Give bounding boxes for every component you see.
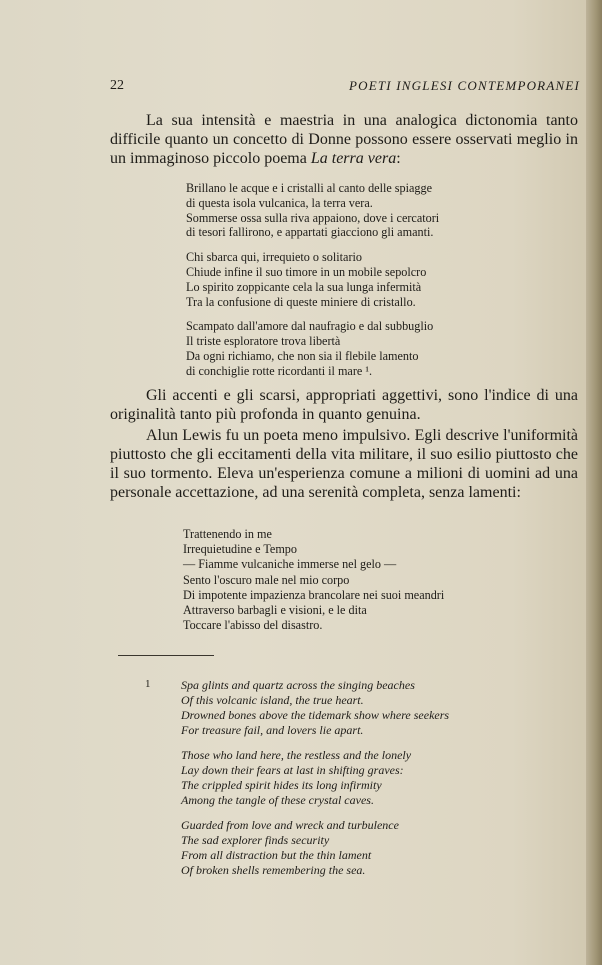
poem1-stanza-2 bbox=[186, 250, 439, 309]
poem-line: Lo spirito zoppicante cela la sua lunga infermità bbox=[186, 279, 422, 294]
poem1-stanza-3 bbox=[186, 319, 439, 378]
body-paragraphs bbox=[110, 386, 578, 502]
poem-line: — Fiamme vulcaniche immerse nel gelo — bbox=[183, 557, 397, 572]
poem-italian-1 bbox=[186, 181, 439, 389]
intro-paragraph bbox=[110, 111, 578, 168]
footnote-stanza-2 bbox=[181, 748, 449, 808]
page-number: 22 bbox=[110, 78, 124, 93]
footnote-english-poem bbox=[181, 678, 449, 888]
footnote-line: Lay down their fears at last in shifting graves: bbox=[181, 763, 404, 777]
paragraph-accenti: Gli accenti e gli scarsi, appropriati aggettivi, sono l'indice di una originalità tanto più profonda in quanto genuina. bbox=[110, 387, 578, 423]
footnote-line: Of this volcanic island, the true heart. bbox=[181, 693, 364, 707]
poem-line: Brillano le acque e i cristalli al canto delle spiagge bbox=[186, 181, 433, 195]
footnote-line: Guarded from love and wreck and turbulence bbox=[181, 818, 399, 832]
footnote-line: Among the tangle of these crystal caves. bbox=[181, 793, 374, 807]
footnote-line: Those who land here, the restless and the lonely bbox=[181, 748, 412, 762]
poem-line: Di impotente impazienza brancolare nei suoi meandri bbox=[183, 587, 445, 602]
poem-italian-2 bbox=[183, 527, 444, 633]
footnote-separator bbox=[118, 655, 214, 656]
poem-line: Chiude infine il suo timore in un mobile sepolcro bbox=[186, 264, 427, 279]
poem-line: Il triste esploratore trova libertà bbox=[186, 334, 341, 349]
footnote-line: The crippled spirit hides its long infirmity bbox=[181, 778, 382, 792]
footnote-line: Drowned bones above the tidemark show where seekers bbox=[181, 708, 450, 722]
footnote-line: Spa glints and quartz across the singing beaches bbox=[181, 678, 415, 692]
intro-colon: : bbox=[396, 150, 401, 167]
poem-line: Attraverso barbagli e visioni, e le dita bbox=[183, 603, 367, 618]
page-header bbox=[110, 78, 580, 96]
poem-line: Da ogni richiamo, che non sia il flebile lamento bbox=[186, 348, 419, 363]
poem-line: Chi sbarca qui, irrequieto o solitario bbox=[186, 250, 362, 265]
paragraph-alun-lewis: Alun Lewis fu un poeta meno impulsivo. Egli descrive l'uniformità piuttosto che gli eccitamenti della vita militare, il suo esilio piuttosto che il suo tormento. Eleva un'esperienza comune a milioni di uomini ad una personale accettazione, ad una serenità completa, senza lamenti: bbox=[110, 427, 578, 501]
footnote-line: The sad explorer finds security bbox=[181, 833, 330, 847]
footnote-stanza-3 bbox=[181, 818, 449, 878]
poem-line: di questa isola vulcanica, la terra vera. bbox=[186, 195, 373, 210]
poem-line: Sento l'oscuro male nel mio corpo bbox=[183, 572, 350, 587]
poem-line: Irrequietudine e Tempo bbox=[183, 542, 297, 557]
poem-line: Trattenendo in me bbox=[183, 527, 272, 541]
footnote-line: For treasure fail, and lovers lie apart. bbox=[181, 723, 364, 737]
intro-poem-title: La terra vera bbox=[310, 150, 397, 167]
poem-line: di tesori fallirono, e appartati giacciono gli amanti. bbox=[186, 225, 434, 240]
footnote-line: From all distraction but the thin lament bbox=[181, 848, 372, 862]
poem-line: Tra la confusione di queste miniere di cristallo. bbox=[186, 294, 416, 309]
footnote-stanza-1 bbox=[181, 678, 449, 738]
intro-text: La sua intensità e maestria in una analogica dictonomia tanto difficile quanto un concetto di Donne possono essere osservati meglio in un immaginoso piccolo poema bbox=[110, 112, 578, 167]
poem-line: di conchiglie rotte ricordanti il mare ¹. bbox=[186, 363, 373, 378]
poem-line: Sommerse ossa sulla riva appaiono, dove i cercatori bbox=[186, 210, 440, 225]
running-title: POETI INGLESI CONTEMPORANEI bbox=[349, 78, 580, 93]
footnote-line: Of broken shells remembering the sea. bbox=[181, 863, 366, 877]
footnote-marker: 1 bbox=[145, 678, 151, 690]
page-edge-shadow bbox=[586, 0, 602, 965]
poem-line: Scampato dall'amore dal naufragio e dal subbuglio bbox=[186, 319, 434, 334]
poem1-stanza-1 bbox=[186, 181, 439, 240]
poem-line: Toccare l'abisso del disastro. bbox=[183, 618, 323, 633]
